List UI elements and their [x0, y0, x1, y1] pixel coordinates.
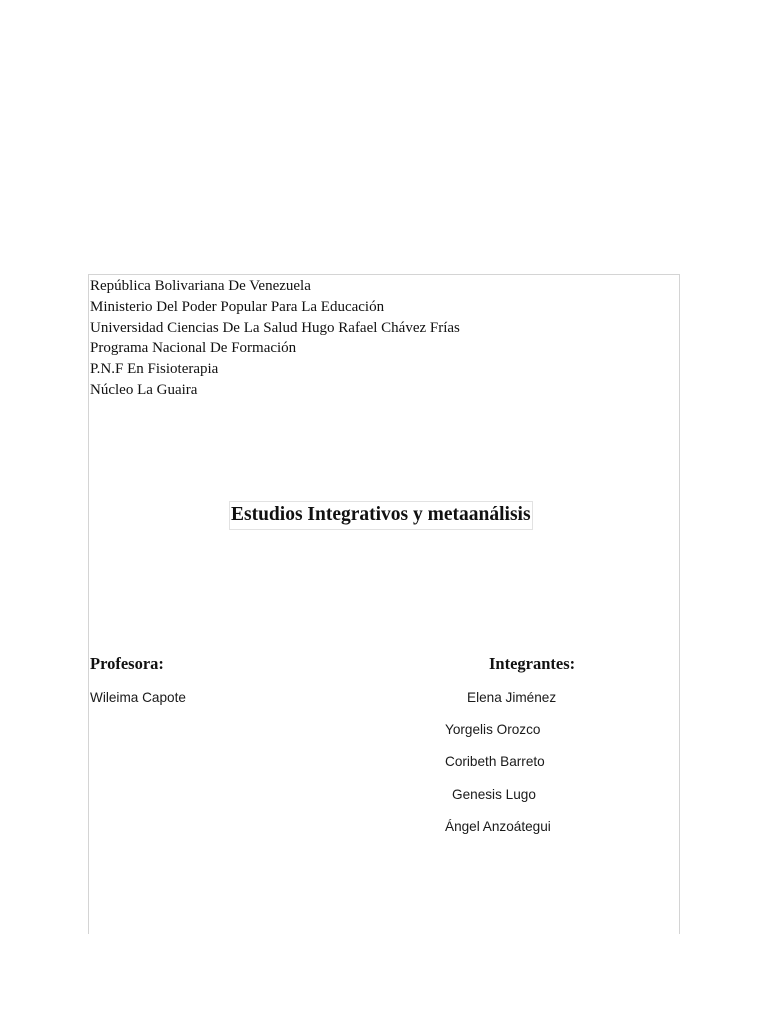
member-name: Coribeth Barreto — [445, 754, 545, 769]
header-line-university: Universidad Ciencias De La Salud Hugo Rafael Chávez Frías — [90, 319, 460, 336]
header-line-program: Programa Nacional De Formación — [90, 340, 297, 357]
member-name: Ángel Anzoátegui — [445, 819, 551, 834]
header-line-pnf: P.N.F En Fisioterapia — [90, 361, 219, 378]
members-label: Integrantes: — [489, 654, 576, 673]
member-name: Yorgelis Orozco — [445, 722, 541, 737]
member-name: Elena Jiménez — [467, 690, 557, 705]
professor-label: Profesora: — [90, 654, 164, 673]
document-title: Estudios Integrativos y metaanálisis — [229, 501, 533, 530]
professor-name: Wileima Capote — [90, 690, 186, 705]
header-line-country: República Bolivariana De Venezuela — [90, 278, 311, 294]
header-line-nucleo: Núcleo La Guaira — [90, 381, 198, 398]
member-name: Genesis Lugo — [452, 787, 536, 802]
institution-header — [90, 276, 460, 401]
header-line-ministry: Ministerio Del Poder Popular Para La Educación — [90, 298, 385, 315]
